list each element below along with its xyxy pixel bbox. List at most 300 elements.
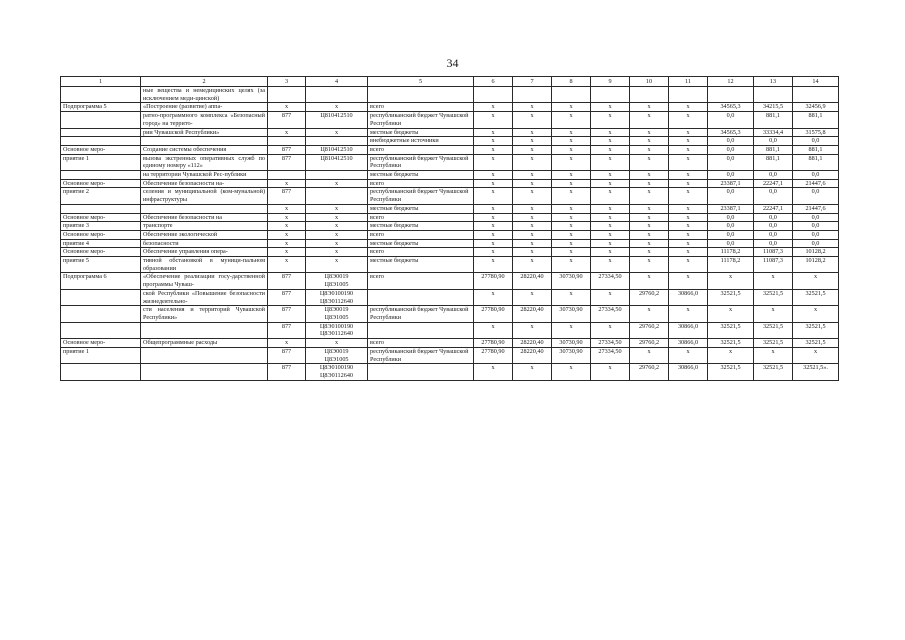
table-cell: x [513, 322, 552, 338]
table-cell: x [591, 154, 630, 170]
table-cell: транспорте [141, 222, 268, 231]
table-cell: x [513, 154, 552, 170]
table-cell: x [552, 239, 591, 248]
table-cell: местные бюджеты [368, 222, 474, 231]
table-cell: приятие 2 [61, 188, 141, 204]
table-cell: 877 [268, 289, 306, 305]
table-cell: x [513, 222, 552, 231]
table-cell: x [513, 179, 552, 188]
table-cell: x [268, 230, 306, 239]
table-cell: x [669, 347, 708, 363]
table-cell: 30866,0 [669, 289, 708, 305]
table-cell: x [513, 112, 552, 128]
table-cell: Ц8Э0100190 Ц8Э0112640 [306, 289, 368, 305]
table-cell: x [669, 230, 708, 239]
table-cell: x [552, 112, 591, 128]
table-cell: Обеспечение управления опера- [141, 248, 268, 257]
table-cell: 27334,50 [591, 273, 630, 289]
table-cell: x [591, 364, 630, 380]
table-cell: x [474, 188, 513, 204]
table-cell: 11087,3 [754, 248, 793, 257]
table-cell: x [591, 112, 630, 128]
table-cell: x [591, 248, 630, 257]
table-cell: «Обеспечение реализации госу-дарственной программы Чуваш- [141, 273, 268, 289]
table-cell: 21447,6 [793, 204, 839, 213]
table-row [61, 322, 839, 338]
table-cell: Подпрограмма 6 [61, 273, 141, 289]
table-cell: 27780,90 [474, 347, 513, 363]
table-row [61, 364, 839, 380]
table-row [61, 87, 839, 103]
table-row [61, 204, 839, 213]
column-number-cell: 12 [708, 77, 754, 87]
table-cell: 0,0 [708, 213, 754, 222]
table-cell: ратно-программного комплекса «Безопасный город» на террито- [141, 112, 268, 128]
table-cell: 0,0 [708, 230, 754, 239]
table-cell: x [669, 239, 708, 248]
table-cell: x [669, 128, 708, 137]
table-cell: x [268, 239, 306, 248]
table-cell [268, 87, 306, 103]
table-cell: x [669, 137, 708, 146]
table-cell: 0,0 [793, 239, 839, 248]
table-cell: x [552, 145, 591, 154]
table-cell: x [513, 145, 552, 154]
table-cell: x [552, 248, 591, 257]
table-row [61, 347, 839, 363]
table-cell: «Построение (развитие) аппа- [141, 103, 268, 112]
table-cell: безопасности [141, 239, 268, 248]
table-cell: селения и муниципальной (ком-мунальной) инфраструктуры [141, 188, 268, 204]
table-cell: 28220,40 [513, 347, 552, 363]
table-row [61, 273, 839, 289]
table-cell: x [708, 273, 754, 289]
table-cell: x [513, 289, 552, 305]
table-cell: 34565,3 [708, 103, 754, 112]
table-cell [552, 87, 591, 103]
table-cell: 0,0 [754, 171, 793, 180]
column-number-cell: 1 [61, 77, 141, 87]
table-cell: Ц8Э0100190 Ц8Э0112640 [306, 322, 368, 338]
table-cell: Подпрограмма 5 [61, 103, 141, 112]
table-cell: 23387,1 [708, 179, 754, 188]
table-cell: 30866,0 [669, 364, 708, 380]
table-cell: x [474, 154, 513, 170]
table-cell: всего [368, 273, 474, 289]
table-cell: всего [368, 230, 474, 239]
table-cell: Создание системы обеспечения [141, 145, 268, 154]
table-cell: x [669, 273, 708, 289]
table-cell: x [306, 248, 368, 257]
table-row [61, 145, 839, 154]
table-cell: x [268, 339, 306, 348]
table-cell: x [630, 273, 669, 289]
table-cell: 32521,5 [754, 364, 793, 380]
table-cell: x [474, 204, 513, 213]
table-cell: всего [368, 179, 474, 188]
table-cell: x [669, 179, 708, 188]
table-cell: x [306, 213, 368, 222]
table-cell: x [552, 230, 591, 239]
table-cell: x [552, 188, 591, 204]
column-number-cell: 13 [754, 77, 793, 87]
table-cell: местные бюджеты [368, 239, 474, 248]
table-cell [474, 87, 513, 103]
table-cell: 877 [268, 112, 306, 128]
table-cell [669, 87, 708, 103]
table-cell: x [474, 213, 513, 222]
table-cell: 33334,4 [754, 128, 793, 137]
table-cell: 28220,40 [513, 306, 552, 322]
table-cell [141, 204, 268, 213]
table-cell: местные бюджеты [368, 257, 474, 273]
table-cell: на территории Чувашской Рес-публики [141, 171, 268, 180]
table-cell: x [552, 179, 591, 188]
column-number-cell: 7 [513, 77, 552, 87]
table-cell: x [669, 257, 708, 273]
table-cell: Ц8Э0019 Ц8Э1005 [306, 347, 368, 363]
table-cell: Обеспечение экологической [141, 230, 268, 239]
table-cell: 32521,5 [754, 339, 793, 348]
table-cell [268, 171, 306, 180]
table-cell: Ц810412510 [306, 145, 368, 154]
table-cell: 881,1 [754, 145, 793, 154]
table-cell: 30730,90 [552, 339, 591, 348]
table-cell: 877 [268, 188, 306, 204]
table-cell: 0,0 [708, 112, 754, 128]
table-cell: 877 [268, 154, 306, 170]
table-cell: x [591, 188, 630, 204]
table-cell: x [669, 248, 708, 257]
table-cell: 881,1 [793, 154, 839, 170]
table-cell: x [591, 322, 630, 338]
table-cell: всего [368, 103, 474, 112]
table-cell: x [513, 128, 552, 137]
table-cell: x [591, 137, 630, 146]
table-cell: 22247,1 [754, 204, 793, 213]
table-cell: 28220,40 [513, 273, 552, 289]
table-cell: x [552, 213, 591, 222]
table-cell: x [630, 213, 669, 222]
table-cell: 30730,90 [552, 306, 591, 322]
table-cell: 29760,2 [630, 322, 669, 338]
table-row [61, 171, 839, 180]
table-cell: x [793, 306, 839, 322]
table-cell: x [513, 239, 552, 248]
table-cell: 30866,0 [669, 322, 708, 338]
page-number: 34 [446, 56, 459, 70]
table-cell: x [513, 204, 552, 213]
table-cell: x [630, 347, 669, 363]
budget-table [60, 76, 839, 381]
table-cell: 0,0 [754, 222, 793, 231]
table-cell: приятие 1 [61, 347, 141, 363]
column-number-cell: 8 [552, 77, 591, 87]
table-cell: 32521,5». [793, 364, 839, 380]
table-cell: x [669, 154, 708, 170]
table-cell: x [669, 204, 708, 213]
table-cell: 877 [268, 145, 306, 154]
table-cell: 32521,5 [708, 322, 754, 338]
table-cell: x [591, 289, 630, 305]
table-cell: республиканский бюджет Чувашской Республики [368, 306, 474, 322]
table-cell: 0,0 [793, 137, 839, 146]
table-cell [708, 87, 754, 103]
table-cell: x [591, 204, 630, 213]
table-row [61, 179, 839, 188]
table-cell: x [630, 145, 669, 154]
table-cell: 0,0 [708, 137, 754, 146]
table-cell: 32521,5 [793, 322, 839, 338]
table-row [61, 239, 839, 248]
table-cell: x [630, 103, 669, 112]
column-number-cell: 9 [591, 77, 630, 87]
table-cell: x [669, 222, 708, 231]
table-cell [793, 87, 839, 103]
table-cell: 29760,2 [630, 289, 669, 305]
table-cell: x [669, 145, 708, 154]
table-cell: x [630, 188, 669, 204]
table-cell: x [268, 128, 306, 137]
table-cell [61, 128, 141, 137]
table-cell: 30730,90 [552, 347, 591, 363]
table-cell: 27334,50 [591, 306, 630, 322]
table-cell: x [591, 239, 630, 248]
table-cell: ской Республики «Повышение безопасности жизнедеятельно- [141, 289, 268, 305]
table-cell: внебюджетные источники [368, 137, 474, 146]
table-cell: x [268, 179, 306, 188]
table-cell [306, 188, 368, 204]
table-cell: Основное меро- [61, 230, 141, 239]
table-cell [61, 289, 141, 305]
table-cell: x [793, 347, 839, 363]
table-cell: 0,0 [754, 188, 793, 204]
table-cell [141, 347, 268, 363]
table-cell: 881,1 [754, 112, 793, 128]
table-cell: x [591, 179, 630, 188]
table-row [61, 339, 839, 348]
table-cell [141, 322, 268, 338]
table-cell: x [552, 171, 591, 180]
table-cell: x [306, 222, 368, 231]
table-cell [368, 289, 474, 305]
table-cell: республиканский бюджет Чувашской Республики [368, 347, 474, 363]
table-row [61, 154, 839, 170]
table-cell [591, 87, 630, 103]
table-cell: 0,0 [793, 213, 839, 222]
table-cell: x [591, 213, 630, 222]
table-row [61, 257, 839, 273]
table-cell: x [630, 239, 669, 248]
table-cell: ные вещества и немедицинских целях (за исключением меди-цинской) [141, 87, 268, 103]
table-cell: x [513, 248, 552, 257]
table-cell: Основное меро- [61, 339, 141, 348]
table-cell: 34215,5 [754, 103, 793, 112]
table-cell: Ц810412510 [306, 154, 368, 170]
column-number-cell: 4 [306, 77, 368, 87]
table-cell [61, 364, 141, 380]
table-cell [141, 137, 268, 146]
table-cell: x [793, 273, 839, 289]
table-cell: 0,0 [708, 239, 754, 248]
table-cell [61, 171, 141, 180]
table-cell: x [669, 188, 708, 204]
table-cell: x [474, 128, 513, 137]
table-cell [754, 87, 793, 103]
table-cell: x [474, 145, 513, 154]
table-cell: 877 [268, 322, 306, 338]
table-cell: 32521,5 [754, 289, 793, 305]
table-cell: x [474, 222, 513, 231]
table-cell: Основное меро- [61, 248, 141, 257]
table-cell: 0,0 [793, 222, 839, 231]
table-cell: рии Чувашской Республики» [141, 128, 268, 137]
table-cell: 22247,1 [754, 179, 793, 188]
table-cell: x [268, 103, 306, 112]
table-cell: x [552, 257, 591, 273]
column-number-cell: 14 [793, 77, 839, 87]
table-cell [61, 322, 141, 338]
table-cell: x [513, 103, 552, 112]
table-cell: x [630, 179, 669, 188]
table-cell: местные бюджеты [368, 171, 474, 180]
table-cell: Основное меро- [61, 145, 141, 154]
table-cell: x [630, 248, 669, 257]
table-cell [513, 87, 552, 103]
table-cell: 27780,90 [474, 339, 513, 348]
table-cell: 0,0 [793, 188, 839, 204]
table-cell: всего [368, 145, 474, 154]
table-cell: Ц8Э0019 Ц8Э1005 [306, 273, 368, 289]
table-cell: 11178,2 [708, 248, 754, 257]
table-cell [306, 171, 368, 180]
table-cell: x [708, 347, 754, 363]
table-cell: x [306, 230, 368, 239]
column-number-cell: 2 [141, 77, 268, 87]
table-cell: Обеспечение безопасности на [141, 213, 268, 222]
table-cell: 0,0 [754, 239, 793, 248]
table-cell: приятие 1 [61, 154, 141, 170]
table-row [61, 222, 839, 231]
table-cell: 29760,2 [630, 339, 669, 348]
table-cell: x [513, 171, 552, 180]
table-cell: x [754, 273, 793, 289]
table-cell: 32521,5 [793, 289, 839, 305]
table-cell [368, 364, 474, 380]
table-cell: 32521,5 [754, 322, 793, 338]
table-row [61, 248, 839, 257]
table-cell: x [513, 188, 552, 204]
table-cell: x [630, 204, 669, 213]
table-cell: x [474, 179, 513, 188]
table-cell: x [591, 222, 630, 231]
table-cell: x [306, 239, 368, 248]
table-cell: республиканский бюджет Чувашской Республики [368, 188, 474, 204]
table-cell [61, 87, 141, 103]
table-cell: x [513, 257, 552, 273]
table-cell: x [268, 204, 306, 213]
table-cell: 11087,3 [754, 257, 793, 273]
table-cell: 31575,8 [793, 128, 839, 137]
table-cell: x [474, 289, 513, 305]
table-cell: x [591, 128, 630, 137]
table-cell: 32521,5 [708, 339, 754, 348]
table-cell: Обеспечение безопасности на- [141, 179, 268, 188]
table-cell: 877 [268, 273, 306, 289]
table-cell: 0,0 [708, 145, 754, 154]
table-cell: x [669, 103, 708, 112]
table-cell: 881,1 [793, 112, 839, 128]
table-cell: x [630, 137, 669, 146]
table-cell: x [474, 137, 513, 146]
table-cell: x [268, 222, 306, 231]
table-cell: 0,0 [708, 222, 754, 231]
table-cell: x [552, 137, 591, 146]
table-cell: x [591, 230, 630, 239]
table-cell: x [591, 257, 630, 273]
table-cell: 0,0 [793, 230, 839, 239]
table-cell: x [474, 248, 513, 257]
table-cell: 32456,9 [793, 103, 839, 112]
table-cell: 881,1 [754, 154, 793, 170]
table-cell [141, 364, 268, 380]
table-cell [61, 137, 141, 146]
table-cell: 0,0 [708, 154, 754, 170]
table-cell: x [630, 222, 669, 231]
table-cell: республиканский бюджет Чувашской Республики [368, 154, 474, 170]
table-cell: 881,1 [793, 145, 839, 154]
column-number-cell: 11 [669, 77, 708, 87]
table-cell: x [552, 154, 591, 170]
table-cell: x [552, 289, 591, 305]
table-cell: x [754, 306, 793, 322]
table-cell: 10128,2 [793, 248, 839, 257]
table-cell: 877 [268, 306, 306, 322]
table-cell: x [552, 222, 591, 231]
table-cell: вызова экстренных оперативных служб по единому номеру «112» [141, 154, 268, 170]
table-cell: x [474, 103, 513, 112]
column-number-cell: 5 [368, 77, 474, 87]
table-cell: x [513, 213, 552, 222]
table-cell: x [306, 128, 368, 137]
table-cell: 0,0 [754, 230, 793, 239]
table-cell: 28220,40 [513, 339, 552, 348]
table-cell: x [268, 257, 306, 273]
table-cell: Ц810412510 [306, 112, 368, 128]
table-cell: Основное меро- [61, 213, 141, 222]
table-cell: 10128,2 [793, 257, 839, 273]
table-cell [368, 87, 474, 103]
table-cell: Ц8Э0019 Ц8Э1005 [306, 306, 368, 322]
table-cell: x [474, 364, 513, 380]
table-cell: 34565,3 [708, 128, 754, 137]
table-cell: 0,0 [708, 171, 754, 180]
table-cell: x [513, 137, 552, 146]
table-cell: 30730,90 [552, 273, 591, 289]
table-row [61, 213, 839, 222]
table-cell: 0,0 [754, 137, 793, 146]
table-cell: 877 [268, 347, 306, 363]
table-cell: x [268, 213, 306, 222]
column-number-cell: 3 [268, 77, 306, 87]
table-cell: x [306, 103, 368, 112]
table-cell: 30866,0 [669, 339, 708, 348]
table-cell [61, 306, 141, 322]
table-cell [630, 87, 669, 103]
table-cell: x [630, 154, 669, 170]
table-row [61, 188, 839, 204]
table-cell: x [306, 257, 368, 273]
